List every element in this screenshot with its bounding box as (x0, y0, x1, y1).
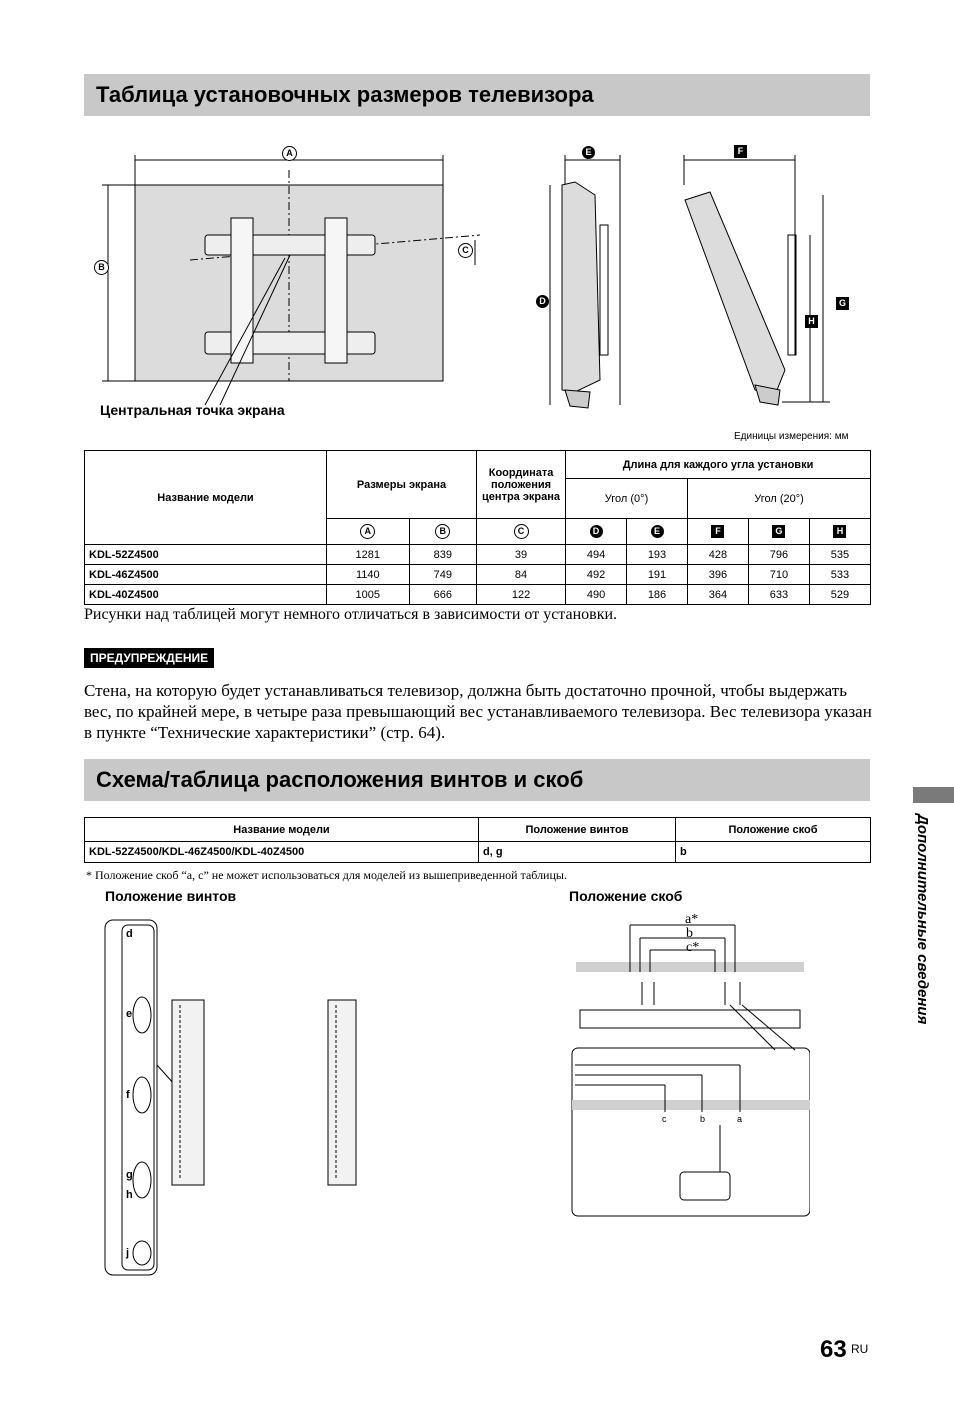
detail-label-a: a (737, 1114, 743, 1124)
label-h-badge: H (805, 315, 818, 328)
cell: 533 (809, 565, 870, 585)
page-number: 63 (820, 1336, 847, 1363)
cell: 529 (809, 585, 870, 605)
screw-label-g: g (126, 1169, 133, 1181)
bracket-position-diagram (570, 910, 810, 1220)
screw-label-e: e (126, 1008, 133, 1020)
table-row (85, 565, 871, 585)
cell: 84 (477, 565, 566, 585)
tv-front-diagram (90, 140, 490, 440)
th-center-coord: Координата положения центра экрана (477, 451, 566, 519)
th-letter-a: A (327, 519, 410, 545)
cell: 1140 (327, 565, 410, 585)
th-letter-d: D (566, 519, 627, 545)
th-model: Название модели (85, 451, 327, 545)
units-note: Единицы измерения: мм (734, 431, 849, 442)
screw-position-diagram (100, 915, 370, 1280)
th-letter-b: B (409, 519, 476, 545)
table-row (85, 842, 871, 863)
table-row (85, 545, 871, 565)
cell: 39 (477, 545, 566, 565)
screw-bracket-table (84, 817, 871, 863)
cell: 710 (748, 565, 809, 585)
bracket-label-a: a* (685, 912, 699, 927)
th-letter-c: C (477, 519, 566, 545)
cell: 494 (566, 545, 627, 565)
screw-pos-title: Положение винтов (105, 888, 237, 904)
center-point-caption: Центральная точка экрана (100, 402, 285, 418)
label-c-badge: C (458, 243, 473, 258)
th-bracket-pos: Положение скоб (676, 818, 871, 842)
cell: 749 (409, 565, 476, 585)
cell: 666 (409, 585, 476, 605)
th-letter-g: G (748, 519, 809, 545)
label-d-badge: D (536, 295, 549, 308)
screw-label-f: f (126, 1089, 130, 1101)
screw-label-d: d (126, 928, 133, 940)
screw-label-h: h (126, 1189, 133, 1201)
cell: 796 (748, 545, 809, 565)
th-length-per-angle: Длина для каждого угла установки (566, 451, 871, 479)
table-row (85, 585, 871, 605)
row-model: KDL-52Z4500 (85, 545, 327, 565)
label-a-badge: A (282, 146, 297, 161)
sidebar-section-label: Дополнительные сведения (914, 814, 931, 1025)
cell: 364 (687, 585, 748, 605)
row-model: KDL-40Z4500 (85, 585, 327, 605)
detail-label-b: b (700, 1114, 706, 1124)
th-angle20: Угол (20°) (687, 479, 870, 519)
cell: 492 (566, 565, 627, 585)
warning-badge: ПРЕДУПРЕЖДЕНИЕ (84, 648, 214, 668)
cell: 1281 (327, 545, 410, 565)
label-f-badge: F (734, 145, 747, 158)
section-title-bar (84, 759, 870, 801)
figure-note: Рисунки над таблицей могут немного отличаться в зависимости от установки. (84, 606, 618, 623)
sidebar-tab-marker (913, 787, 954, 803)
cell: 191 (627, 565, 688, 585)
cell: 535 (809, 545, 870, 565)
dimensions-table (84, 450, 871, 605)
th-letter-e: E (627, 519, 688, 545)
section-title: Схема/таблица расположения винтов и скоб (96, 767, 584, 792)
cell: 186 (627, 585, 688, 605)
cell: 839 (409, 545, 476, 565)
label-g-badge: G (836, 297, 849, 310)
bracket-pos-title: Положение скоб (569, 888, 683, 904)
bracket-label-b: b (686, 926, 693, 941)
cell: 633 (748, 585, 809, 605)
label-b-badge: B (94, 260, 109, 275)
th-screen-size: Размеры экрана (327, 451, 477, 519)
section-title-bar (84, 74, 870, 116)
cell: 396 (687, 565, 748, 585)
detail-label-c: c (662, 1114, 667, 1124)
cell: 428 (687, 545, 748, 565)
footnote: * Положение скоб “a, c” не может использоваться для моделей из вышеприведенной таблицы. (86, 868, 567, 882)
warning-text: Стена, на которую будет устанавливаться телевизор, должна быть достаточно прочной, чтобы выдержать вес, по крайней мере, в четыре раза превышающий вес устанавливаемого телевизора. Вес телевизора указан в пункте “Технические характеристики” (стр. 64). (84, 681, 872, 742)
row-model: KDL-46Z4500 (85, 565, 327, 585)
th-angle0: Угол (0°) (566, 479, 688, 519)
cell: 1005 (327, 585, 410, 605)
label-e-badge: E (582, 146, 595, 159)
tv-side-diagram-0 (530, 140, 630, 415)
tv-side-diagram-20 (670, 140, 870, 415)
cell: b (676, 842, 871, 863)
cell: 122 (477, 585, 566, 605)
screw-label-j: j (126, 1247, 130, 1259)
cell: 193 (627, 545, 688, 565)
cell: d, g (479, 842, 676, 863)
th-letter-h: H (809, 519, 870, 545)
bracket-label-c: c* (686, 940, 700, 955)
section-title: Таблица установочных размеров телевизора (96, 82, 594, 107)
cell: 490 (566, 585, 627, 605)
th-screw-pos: Положение винтов (479, 818, 676, 842)
cell: KDL-52Z4500/KDL-46Z4500/KDL-40Z4500 (85, 842, 479, 863)
th-model: Название модели (85, 818, 479, 842)
th-letter-f: F (687, 519, 748, 545)
page-suffix: RU (851, 1342, 869, 1356)
